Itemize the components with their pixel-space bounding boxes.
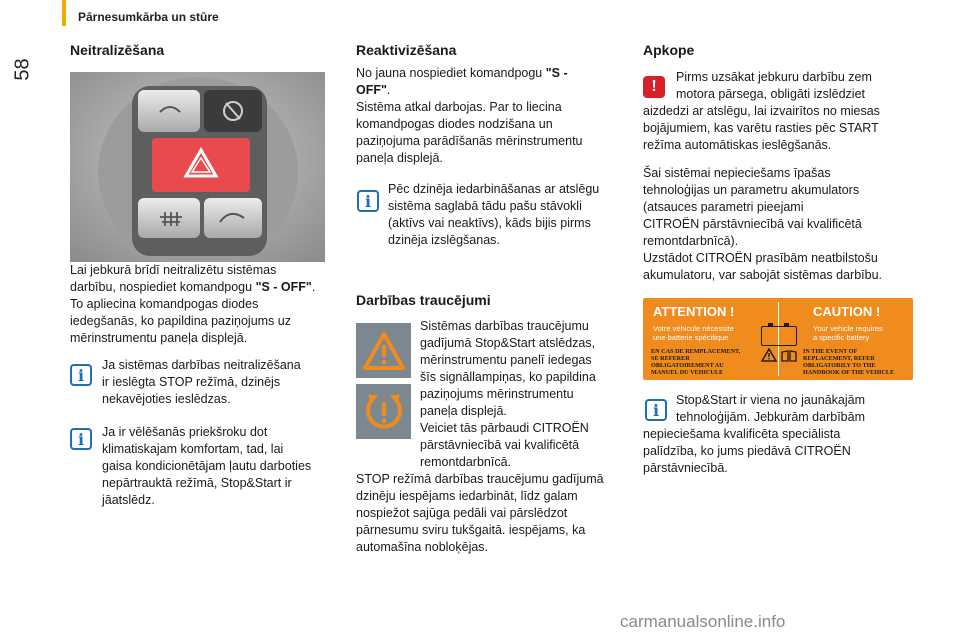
text-line: akumulatoru, var sabojāt sistēmas darbību. [643,268,883,282]
text-line: HANDBOOK OF THE VEHICLE [803,369,895,376]
text-line: CITROËN pārstāvniecībā vai kvalificētā [643,217,862,231]
text-line: mērinstrumentu panelī iedegas [420,353,592,367]
faults-text-indented [420,318,635,471]
text-line: EN CAS DE REMPLACEMENT, [651,348,741,355]
text-line: automašīna nobloķējas. [356,540,489,554]
text-line: paziņojums mērinstrumentu [420,387,574,401]
text-line: Ja sistēmas darbības neitralizēšana [102,358,301,372]
text-line: pārnesumu sviru tukšgaitā. iespējams, ka [356,523,586,537]
text-line: Šai sistēmai nepieciešams īpašas [643,166,831,180]
text-line: remontdarbnīcā). [643,234,739,248]
info-note-key-start [388,181,628,249]
neutralization-text [70,262,360,347]
text-line: paziņojuma parādīšanās mērinstrumentu [356,134,583,148]
text-line: režīma automātiskas ieslēgšanās. [643,138,832,152]
text-line: STOP režīmā darbības traucējumu gadījumā [356,472,604,486]
page-number: 58 [11,58,34,81]
text-line: šīs signāllampiņas, ko papildina [420,370,596,384]
text-line: SE REFERER [651,355,690,362]
dashboard-switch-panel-image [70,72,325,262]
text-line: . [386,83,391,97]
text-line: Lai jebkurā brīdī neitralizētu sistēmas [70,263,277,277]
text-line: OBLIGATORILY TO THE [803,362,876,369]
label-en-bottom [803,348,894,376]
text-line: ir ieslēgta STOP režīmā, dzinējs [102,375,281,389]
text-line: (aktīvs vai neaktīvs), kāds bijis pirms [388,216,591,230]
s-off-label: OFF" [356,83,387,97]
text-line: klimatiskajam komfortam, tad, lai [102,442,284,456]
reactivation-text [356,65,626,167]
text-line: . [311,280,316,294]
console-photo [70,72,325,262]
info-icon: i [70,364,92,386]
text-line: No jauna nospiediet komandpogu [356,66,546,80]
text-line: tehnoloģijām. Jebkurām darbībām [676,410,865,424]
text-line: Votre véhicule nécessite [653,324,734,333]
info-icon: i [70,428,92,450]
text-line: Pēc dzinēja iedarbināšanas ar atslēgu [388,182,600,196]
text-line: paneļa displejā. [356,151,443,165]
faults-text-full [356,471,641,556]
heading-reactivation: Reaktivizēšana [356,42,457,58]
text-line: nospiežot sajūga pedāli vai pārslēdzot [356,506,568,520]
text-line: Stop&Start ir viena no jaunākajām [676,393,865,407]
label-fr-bottom [651,348,740,376]
text-line: remontdarbnīcā. [420,455,512,469]
battery-warning-label [643,298,913,380]
text-line: Sistēmas darbības traucējumu [420,319,589,333]
text-line: REPLACEMENT, REFER [803,355,875,362]
warning-text-indented [676,69,916,103]
watermark: carmanualsonline.info [620,612,786,631]
text-line: (atsauces parametri pieejami [643,200,804,214]
text-line: sistēma saglabā tādu pašu stāvokli [388,199,582,213]
text-line: To apliecina komandpogas diodes [70,297,259,311]
text-line: gadījumā Stop&Start atslēdzas, [420,336,596,350]
text-line: darbību, nospiediet komandpogu [70,280,256,294]
info-note-climate [102,424,352,509]
s-off-label: "S - [545,66,568,80]
warning-text-full [643,103,923,154]
label-attention: ATTENTION ! [653,304,735,319]
text-line: Pirms uzsākat jebkuru darbību zem [676,70,872,84]
text-line: nepārtrauktā režīmā, Stop&Start ir [102,476,292,490]
text-line: nepieciešama kvalificēta speciālista [643,427,841,441]
text-line: dzinēju iespējams iedarbināt, līdz galam [356,489,578,503]
label-fr-sub [653,324,734,342]
manual-book-icon [781,349,797,367]
label-en-sub [813,324,883,342]
section-title: Pārnesumkārba un stūre [78,10,219,24]
info-icon: i [645,399,667,421]
stop-start-fault-icon [356,384,411,439]
text-line: une batterie spécifique [653,333,729,342]
text-line: pārstāvniecībā vai kvalificētā [420,438,580,452]
text-line: aizdedzi ar atslēgu, lai izvairītos no miesas [643,104,880,118]
text-line: jāatslēdz. [102,493,155,507]
text-line: iedegšanās, ko papildina paziņojums uz [70,314,291,328]
text-line: pārstāvniecībā. [643,461,728,475]
text-line: paneļa displejā. [420,404,507,418]
text-line: Sistēma atkal darbojas. Par to liecina [356,100,562,114]
section-accent-bar [62,0,66,26]
battery-icon [761,326,797,346]
text-line: mērinstrumentu paneļa displejā. [70,331,248,345]
heading-neutralization: Neitralizēšana [70,42,165,58]
text-line: Uzstādot CITROËN prasībām neatbilstošu [643,251,878,265]
text-line: MANUEL DU VEHICULE [651,369,724,376]
text-line: tehnoloģijas un parametru akumulators [643,183,860,197]
text-line: IN THE EVENT OF [803,348,858,355]
text-line: nekavējoties ieslēdzas. [102,392,231,406]
text-line: Ja ir vēlēšanās priekšroku dot [102,425,268,439]
heading-faults: Darbības traucējumi [356,292,491,308]
text-line: komandpogas diodes nodzišana un [356,117,553,131]
text-line: palīdzība, ko jums piedāvā CITROËN [643,444,851,458]
warning-icon: ! [643,76,665,98]
warning-triangle-icon [761,348,777,367]
text-line: gaisa kondicionētājam ļautu darboties [102,459,312,473]
info-note-stop-mode [102,357,342,408]
battery-text [643,165,928,284]
text-line: Your vehicle requires [813,324,883,333]
info-text-full [643,426,923,477]
text-line: a specific battery [813,333,870,342]
s-off-label: "S - OFF" [255,280,312,294]
info-icon: i [357,190,379,212]
text-line: bojājumiem, kas varētu rasties pēc START [643,121,879,135]
info-text-indented [676,392,916,426]
label-caution: CAUTION ! [813,304,881,319]
heading-maintenance: Apkope [643,42,695,58]
warning-triangle-icon [356,323,411,378]
text-line: dzinēja izslēgšanas. [388,233,500,247]
text-line: OBLIGATOIREMENT AU [651,362,724,369]
text-line: Veiciet tās pārbaudi CITROËN [420,421,589,435]
text-line: motora pārsega, obligāti izslēdziet [676,87,865,101]
